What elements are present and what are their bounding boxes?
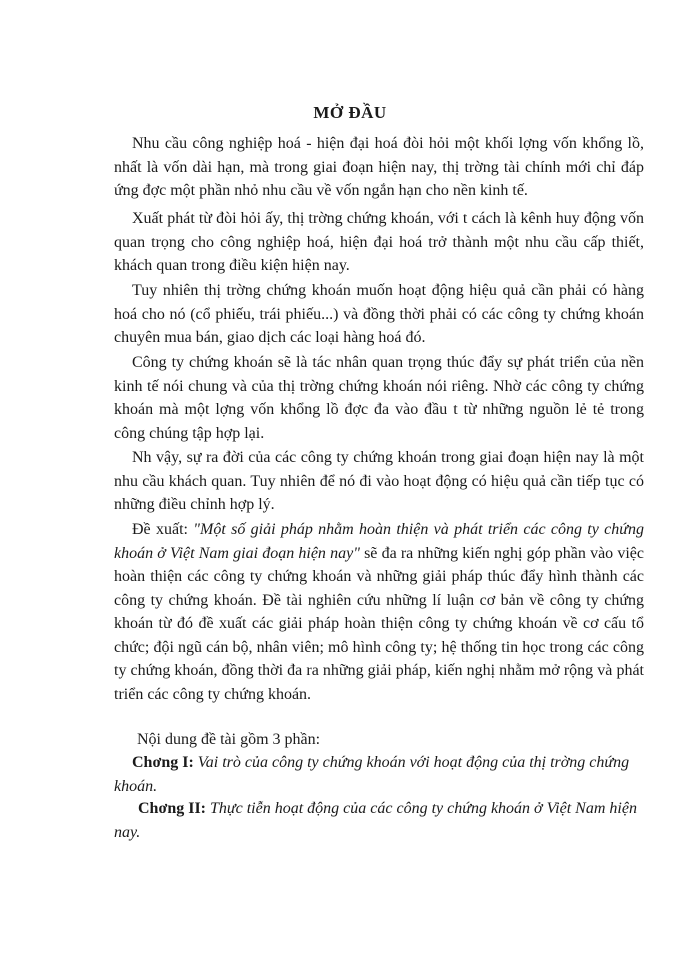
paragraph-4: Công ty chứng khoán sẽ là tác nhân quan trọng thúc đẩy sự phát triển của nền kinh tế nói chung và của thị trờng chứng khoán nói riêng. Nhờ các công ty chứng khoán mà một lợng vốn khổng lồ đợc đa vào đầu t từ những nguồn lẻ tẻ trong công chúng tập hợp lại. [114, 354, 644, 442]
chapter-2-title: Thực tiễn hoạt động của các công ty chứng khoán ở Việt Nam hiện nay. [114, 800, 637, 841]
proposal-body: sẽ đa ra những kiến nghị góp phần vào việc hoàn thiện các công ty chứng khoán và những giải pháp thúc đẩy hình thành các công ty chứng khoán. Đề tài nghiên cứu những lí luận cơ bản về công ty chứng khoán từ đó đề xuất các giải pháp hoàn thiện công ty chứng khoán về cơ cấu tổ chức; đội ngũ cán bộ, nhân viên; mô hình công ty; hệ thống tin học trong các công ty chứng khoán, đồng thời đa ra những giải pháp, kiến nghị nhằm mở rộng và phát triển các công ty chứng khoán. [114, 544, 644, 703]
proposal-paragraph [114, 518, 644, 706]
proposal-title: "Một số giải pháp nhằm hoàn thiện và phát triển các công ty chứng khoán ở Việt Nam giai đoạn hiện nay" [114, 521, 644, 562]
page-title: MỞ ĐẦU [313, 103, 387, 122]
paragraph-1: Nhu cầu công nghiệp hoá - hiện đại hoá đòi hỏi một khối lợng vốn khổng lồ, nhất là vốn dài hạn, mà trong giai đoạn hiện nay, thị trờng tài chính mới chỉ đáp ứng đợc một phần nhỏ nhu cầu về vốn ngắn hạn cho nền kinh tế. [114, 135, 644, 199]
paragraph-2: Xuất phát từ đòi hỏi ấy, thị trờng chứng khoán, với t cách là kênh huy động vốn quan trọng cho công nghiệp hoá, hiện đại hoá trở thành một nhu cầu cấp thiết, khách quan trong điều kiện hiện nay. [114, 210, 644, 274]
chapter-2 [114, 797, 644, 844]
paragraph-3: Tuy nhiên thị trờng chứng khoán muốn hoạt động hiệu quả cần phải có hàng hoá cho nó (cổ phiếu, trái phiếu...) và đồng thời phải có các công ty chứng khoán chuyên mua bán, giao dịch các loại hàng hoá đó. [114, 282, 644, 346]
chapter-2-label: Chơng II: [138, 800, 206, 817]
chapter-1-title: Vai trò của công ty chứng khoán với hoạt động của thị trờng chứng khoán. [114, 754, 630, 795]
paragraph-5: Nh vậy, sự ra đời của các công ty chứng khoán trong giai đoạn hiện nay là một nhu cầu khách quan. Tuy nhiên để nó đi vào hoạt động có hiệu quả cần tiếp tục có những điều chỉnh hợp lý. [114, 449, 644, 513]
chapter-1-label: Chơng I: [132, 754, 194, 771]
chapter-1 [114, 751, 644, 798]
proposal-lead: Đề xuất: [132, 521, 194, 538]
contents-intro: Nội dung đề tài gồm 3 phần: [137, 731, 321, 748]
